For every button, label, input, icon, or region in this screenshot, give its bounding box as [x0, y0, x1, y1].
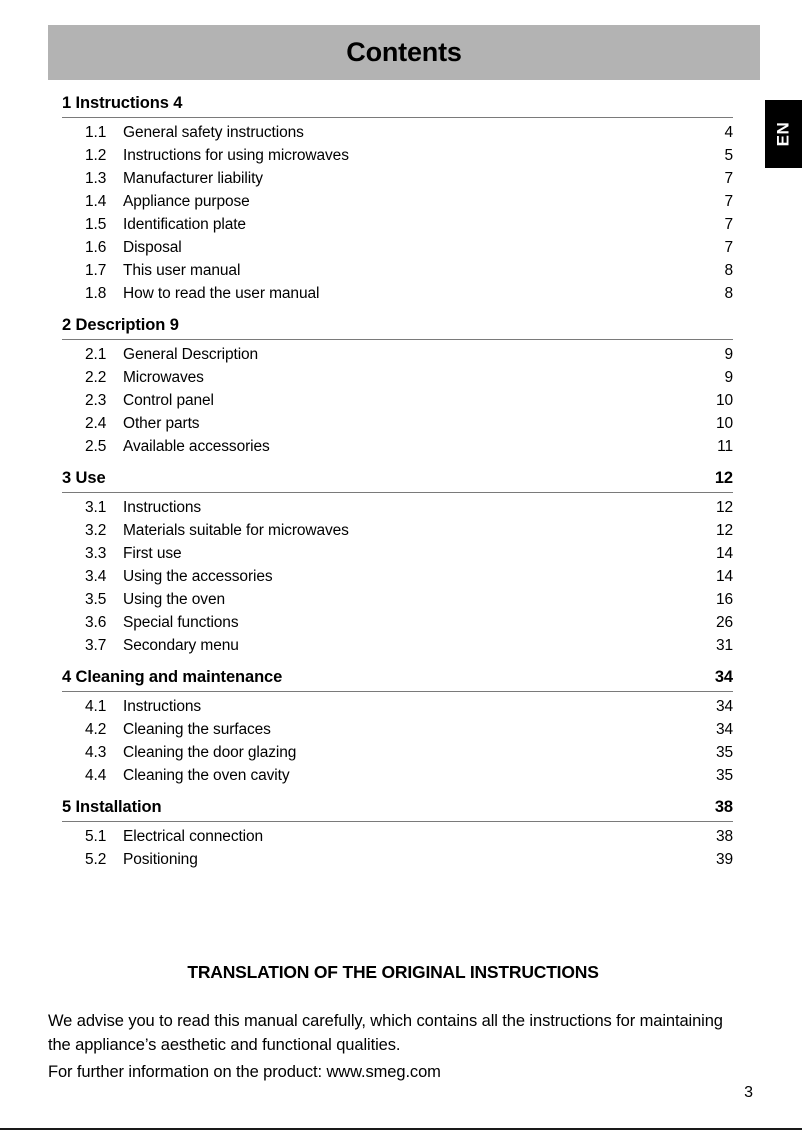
toc-section — [0, 314, 802, 458]
toc-entry-page: 7 — [724, 170, 733, 187]
toc-entry-page: 34 — [715, 721, 733, 738]
toc-entry[interactable] — [0, 389, 802, 412]
toc-entry[interactable] — [0, 764, 802, 787]
toc-entry-label: Cleaning the oven cavity — [123, 767, 290, 784]
language-tab-label: EN — [773, 121, 793, 147]
toc-entry-list — [0, 495, 802, 657]
toc-entry-number: 2.5 — [85, 438, 107, 455]
toc-entry-number: 3.6 — [85, 614, 107, 631]
toc-section — [0, 666, 802, 787]
toc-section-heading[interactable] — [0, 314, 802, 336]
toc-entry-page: 7 — [724, 193, 733, 210]
toc-section-heading[interactable] — [0, 796, 802, 818]
toc-entry-page: 26 — [715, 614, 733, 631]
toc-entry[interactable] — [0, 366, 802, 389]
toc-entry-label: General safety instructions — [123, 124, 304, 141]
toc-entry-label: General Description — [123, 346, 259, 363]
toc-entry-label: Manufacturer liability — [123, 170, 263, 187]
toc-section-heading-title: 2 Description 9 — [62, 316, 179, 334]
toc-entry-page: 11 — [717, 438, 733, 455]
toc-entry-label: Instructions — [123, 499, 202, 516]
toc-entry-number: 3.5 — [85, 591, 107, 608]
toc-section-heading-title: 5 Installation — [62, 798, 162, 816]
toc-entry-list — [0, 694, 802, 787]
toc-entry[interactable] — [0, 167, 802, 190]
toc-section-heading-page: 38 — [714, 798, 733, 816]
toc-section-heading-page: 12 — [714, 469, 733, 487]
toc-entry-number: 5.2 — [85, 851, 107, 868]
toc-entry-number: 4.4 — [85, 767, 107, 784]
toc-entry-label: Secondary menu — [123, 637, 239, 654]
toc-entry[interactable] — [0, 565, 802, 588]
page-bottom-rule — [0, 1128, 802, 1130]
toc-entry-label: Microwaves — [123, 369, 204, 386]
toc-entry[interactable] — [0, 412, 802, 435]
section-gap — [0, 787, 802, 796]
footer-paragraph: We advise you to read this manual carefully, which contains all the instructions for maintaining the appliance’s aesthetic and functional qualities. — [48, 1012, 723, 1054]
toc-entry-page: 12 — [715, 522, 733, 539]
toc-entry[interactable] — [0, 741, 802, 764]
toc-entry-page: 9 — [724, 346, 733, 363]
section-gap — [0, 458, 802, 467]
toc-entry-number: 1.3 — [85, 170, 107, 187]
toc-entry[interactable] — [0, 343, 802, 366]
toc-entry-label: Available accessories — [123, 438, 270, 455]
toc-entry[interactable] — [0, 634, 802, 657]
toc-entry[interactable] — [0, 519, 802, 542]
toc-entry[interactable] — [0, 121, 802, 144]
toc-entry[interactable] — [0, 259, 802, 282]
toc-entry-number: 3.4 — [85, 568, 107, 585]
toc-entry-page: 14 — [715, 568, 733, 585]
toc-section-heading[interactable] — [0, 666, 802, 688]
toc-entry-page: 39 — [715, 851, 733, 868]
toc-entry-number: 1.6 — [85, 239, 107, 256]
contents-header-band — [48, 25, 760, 80]
toc-entry[interactable] — [0, 190, 802, 213]
section-gap — [0, 305, 802, 314]
toc-entry-label: Materials suitable for microwaves — [123, 522, 349, 539]
toc-entry-number: 3.7 — [85, 637, 107, 654]
toc-entry[interactable] — [0, 695, 802, 718]
toc-entry-number: 1.5 — [85, 216, 107, 233]
toc-entry-number: 1.4 — [85, 193, 107, 210]
toc-entry-page: 7 — [724, 216, 733, 233]
toc-entry[interactable] — [0, 144, 802, 167]
toc-section-rule — [62, 821, 733, 822]
toc-entry-number: 2.3 — [85, 392, 107, 409]
toc-entry-number: 1.1 — [85, 124, 107, 141]
toc-entry-number: 4.1 — [85, 698, 107, 715]
toc-entry-label: Disposal — [123, 239, 182, 256]
section-gap — [0, 657, 802, 666]
toc-entry-page: 10 — [715, 392, 733, 409]
toc-entry-label: First use — [123, 545, 182, 562]
toc-entry-page: 8 — [724, 285, 733, 302]
toc-entry[interactable] — [0, 611, 802, 634]
toc-section-heading-title: 4 Cleaning and maintenance — [62, 668, 283, 686]
toc-entry[interactable] — [0, 848, 802, 871]
toc-entry-label: Cleaning the door glazing — [123, 744, 297, 761]
toc-entry-page: 38 — [715, 828, 733, 845]
page-title: Contents — [346, 37, 462, 67]
toc-entry-number: 1.7 — [85, 262, 107, 279]
toc-entry-label: Special functions — [123, 614, 239, 631]
toc-entry-page: 35 — [715, 744, 733, 761]
toc-entry-label: Other parts — [123, 415, 200, 432]
toc-entry-page: 10 — [715, 415, 733, 432]
toc-section — [0, 796, 802, 871]
toc-entry[interactable] — [0, 825, 802, 848]
toc-section — [0, 467, 802, 657]
toc-entry-label: Control panel — [123, 392, 214, 409]
toc-entry-number: 1.2 — [85, 147, 107, 164]
toc-entry[interactable] — [0, 236, 802, 259]
toc-entry-page: 34 — [715, 698, 733, 715]
toc-entry-list — [0, 120, 802, 305]
toc-entry[interactable] — [0, 282, 802, 305]
footer-paragraph-secondary: For further information on the product: www.smeg.com — [48, 1063, 441, 1081]
toc-entry-number: 2.4 — [85, 415, 107, 432]
toc-entry-label: Using the accessories — [123, 568, 273, 585]
toc-entry[interactable] — [0, 718, 802, 741]
toc-entry-label: Positioning — [123, 851, 198, 868]
toc-section-heading-title: 3 Use — [62, 469, 106, 487]
toc-entry-page: 4 — [724, 124, 733, 141]
toc-entry-number: 3.2 — [85, 522, 107, 539]
toc-entry-list — [0, 342, 802, 458]
toc-entry-number: 2.2 — [85, 369, 107, 386]
page-number: 3 — [744, 1084, 753, 1101]
toc-entry-label: Electrical connection — [123, 828, 264, 845]
toc-section — [0, 92, 802, 305]
translation-notice-heading: TRANSLATION OF THE ORIGINAL INSTRUCTIONS — [187, 962, 599, 982]
toc-entry-page: 16 — [715, 591, 733, 608]
toc-section-rule — [62, 339, 733, 340]
toc-entry-page: 12 — [715, 499, 733, 516]
toc-entry[interactable] — [0, 588, 802, 611]
toc-entry-number: 4.3 — [85, 744, 107, 761]
toc-entry-number: 4.2 — [85, 721, 107, 738]
toc-entry-number: 1.8 — [85, 285, 107, 302]
toc-section-heading[interactable] — [0, 467, 802, 489]
toc-entry[interactable] — [0, 213, 802, 236]
toc-entry-list — [0, 824, 802, 871]
toc-entry-label: This user manual — [123, 262, 241, 279]
toc-entry[interactable] — [0, 496, 802, 519]
table-of-contents — [0, 92, 802, 871]
toc-entry-page: 9 — [724, 369, 733, 386]
toc-entry-label: Identification plate — [123, 216, 246, 233]
toc-entry-label: Appliance purpose — [123, 193, 250, 210]
toc-section-heading-title: 1 Instructions 4 — [62, 94, 183, 112]
toc-entry-page: 35 — [715, 767, 733, 784]
toc-entry-label: Instructions — [123, 698, 202, 715]
toc-entry-number: 5.1 — [85, 828, 107, 845]
toc-entry-page: 7 — [724, 239, 733, 256]
toc-entry-page: 31 — [715, 637, 733, 654]
toc-entry[interactable] — [0, 435, 802, 458]
toc-section-rule — [62, 117, 733, 118]
toc-entry-number: 3.1 — [85, 499, 107, 516]
footer-block — [48, 962, 738, 1085]
toc-entry-label: Instructions for using microwaves — [123, 147, 349, 164]
toc-section-rule — [62, 492, 733, 493]
toc-section-heading-page: 34 — [714, 668, 733, 686]
toc-entry-number: 3.3 — [85, 545, 107, 562]
toc-entry[interactable] — [0, 542, 802, 565]
toc-entry-label: Using the oven — [123, 591, 225, 608]
toc-entry-page: 14 — [715, 545, 733, 562]
toc-entry-page: 8 — [724, 262, 733, 279]
toc-section-rule — [62, 691, 733, 692]
toc-section-heading[interactable] — [0, 92, 802, 114]
toc-entry-label: Cleaning the surfaces — [123, 721, 271, 738]
toc-entry-label: How to read the user manual — [123, 285, 320, 302]
toc-entry-page: 5 — [724, 147, 733, 164]
toc-entry-number: 2.1 — [85, 346, 107, 363]
